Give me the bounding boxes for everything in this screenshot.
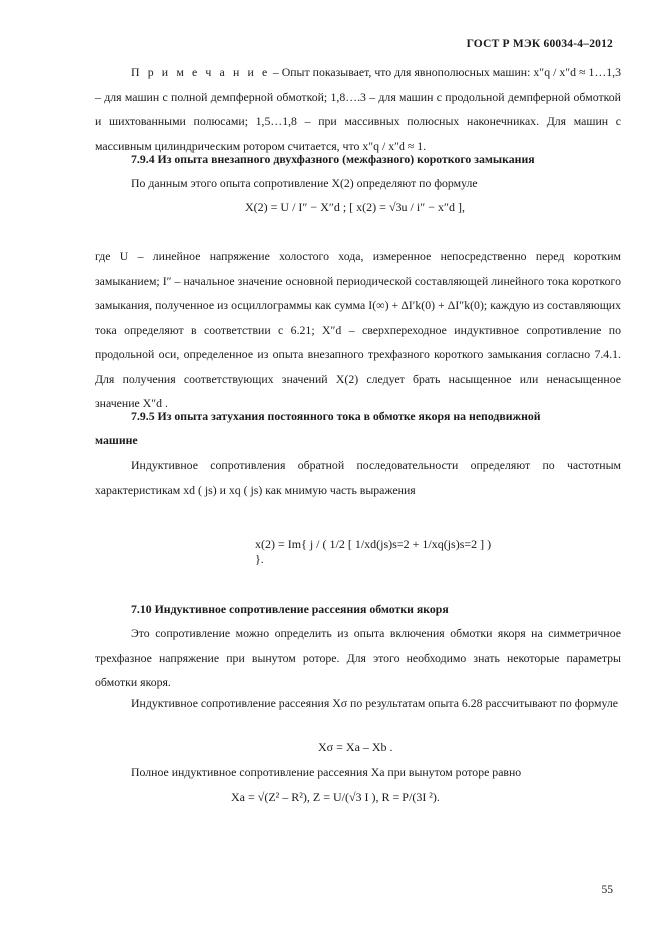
section-heading-795-line2: машине xyxy=(95,433,138,447)
section-heading-795-line1: 7.9.5 Из опыта затухания постоянного тока в обмотке якоря на неподвижной xyxy=(131,409,541,423)
section-794-explanation: где U – линейное напряжение холостого хода, измеренное непосредственно перед коротким замыканием; I″ – начальное значение основной периодической составляющей линейного тока короткого замыкания, полученное из осциллограммы как сумма I(∞) + ΔI′k(0) + ΔI″k(0); каждую из составляющих тока определяют в соответствии с 6.21; X″d – сверхпереходное индуктивное сопротивление по продольной оси, определенное из опыта внезапного трехфазного короткого замыкания согласно 7.4.1. Для получения соответствующих значений X(2) следует брать насыщенное или ненасыщенное значение X″d . xyxy=(95,249,621,410)
formula-xa-z-r: Xa = √(Z² – R²), Z = U/(√3 I ), R = P/(3I ²). xyxy=(231,790,440,804)
section-710-paragraph-3: Полное индуктивное сопротивление рассеяния Xa при вынутом роторе равно xyxy=(131,765,522,779)
section-794-intro: По данным этого опыта сопротивление X(2) определяют по формуле xyxy=(131,176,478,190)
section-795-paragraph: Индуктивное сопротивления обратной последовательности определяют по частотным характеристикам xd ( js) и xq ( js) как мнимую часть выражения xyxy=(95,458,621,497)
section-710-paragraph-2: Индуктивное сопротивление рассеяния Xσ по результатам опыта 6.28 рассчитывают по формуле xyxy=(131,696,618,710)
section-710-paragraph-1: Это сопротивление можно определить из опыта включения обмотки якоря на симметричное трехфазное напряжение при вынутом роторе. Для этого необходимо знать некоторые параметры обмотки якоря. xyxy=(95,626,621,689)
document-header: ГОСТ Р МЭК 60034-4–2012 xyxy=(466,38,613,50)
formula-x2-795: x(2) = Im{ j / ( 1/2 [ 1/xd(js)s=2 + 1/xq(js)s=2 ] ) }. xyxy=(255,537,492,566)
section-heading-794: 7.9.4 Из опыта внезапного двухфазного (межфазного) короткого замыкания xyxy=(131,152,535,166)
formula-x2-794: X(2) = U / I″ − X″d ; [ x(2) = √3u / i″ − x″d ], xyxy=(245,200,465,214)
note-label: П р и м е ч а н и е xyxy=(131,65,270,79)
note-paragraph xyxy=(95,60,621,158)
page-number: 55 xyxy=(601,884,613,896)
formula-x-sigma: Xσ = Xa – Xb . xyxy=(318,740,393,754)
section-heading-710: 7.10 Индуктивное сопротивление рассеяния обмотки якоря xyxy=(131,602,449,616)
note-text: – Опыт показывает, что для явнополюсных машин: x″q / x″d ≈ 1…1,3 – для машин с полной демпферной обмоткой; 1,8….3 – для машин с продольной демпферной обмоткой и шихтованными полюсами; 1,5…1,8 – при массивных полюсных наконечниках. Для машин с массивным цилиндрическим ротором считается, что x″q / x″d ≈ 1. xyxy=(95,65,621,153)
